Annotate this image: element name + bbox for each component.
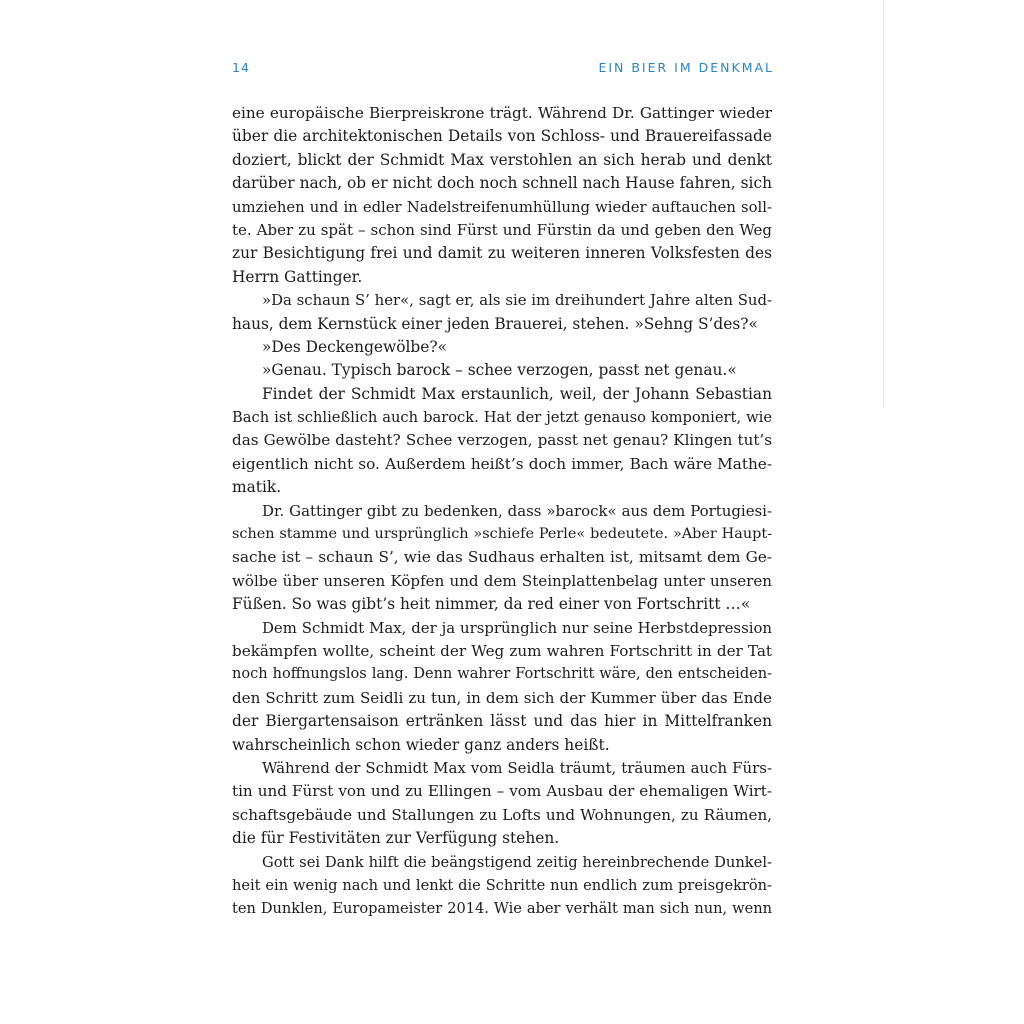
text-line: umziehen und in edler Nadelstreifenumhüllung wieder auftauchen soll- xyxy=(232,198,772,216)
text-line: Füßen. So was gibt’s heit nimmer, da red einer von Fortschritt …« xyxy=(232,595,751,614)
text-line: Herrn Gattinger. xyxy=(232,267,363,286)
text-line: haus, dem Kernstück einer jeden Brauerei, stehen. »Sehng S’des?« xyxy=(232,314,758,333)
text-line: wölbe über unseren Köpfen und dem Steinplattenbelag unter unseren xyxy=(232,571,772,590)
text-line: »Da schaun S’ her«, sagt er, als sie im dreihundert Jahre alten Sud- xyxy=(262,291,772,310)
text-line: darüber nach, ob er nicht doch noch schnell nach Hause fahren, sich xyxy=(232,174,772,193)
text-line: die für Festivitäten zur Verfügung stehen. xyxy=(232,829,560,848)
text-line: sache ist – schaun S’, wie das Sudhaus erhalten ist, mitsamt dem Ge- xyxy=(232,548,772,567)
section-title: EIN BIER IM DENKMAL xyxy=(598,60,774,75)
text-line: über die architektonischen Details von Schloss- und Brauereifassade xyxy=(232,127,772,146)
page-edge-divider xyxy=(883,0,884,408)
text-line: »Des Deckengewölbe?« xyxy=(262,337,448,356)
text-line: Bach ist schließlich auch barock. Hat der jetzt genauso komponiert, wie xyxy=(232,409,772,427)
text-line: schen stamme und ursprünglich »schiefe Perle« bedeutete. »Aber Haupt- xyxy=(232,526,772,543)
page-number: 14 xyxy=(232,60,250,75)
text-line: bekämpfen wollte, scheint der Weg zum wahren Fortschritt in der Tat xyxy=(232,641,772,660)
text-line: Findet der Schmidt Max erstaunlich, weil, der Johann Sebastian xyxy=(262,384,772,403)
text-line: »Genau. Typisch barock – schee verzogen, passt net genau.« xyxy=(262,361,737,380)
text-line: ten Dunklen, Europameister 2014. Wie aber verhält man sich nun, wenn xyxy=(232,900,772,918)
text-line: zur Besichtigung frei und damit zu weiteren inneren Volksfesten des xyxy=(232,244,772,263)
text-line: Dr. Gattinger gibt zu bedenken, dass »barock« aus dem Portugiesi- xyxy=(262,501,772,520)
text-line: den Schritt zum Seidli zu tun, in dem sich der Kummer über das Ende xyxy=(232,688,772,707)
body-text xyxy=(232,102,772,921)
text-line: das Gewölbe dasteht? Schee verzogen, passt net genau? Klingen tut’s xyxy=(232,431,772,450)
text-line: eine europäische Bierpreiskrone trägt. Während Dr. Gattinger wieder xyxy=(232,104,772,122)
text-line: eigentlich nicht so. Außerdem heißt’s doch immer, Bach wäre Mathe- xyxy=(232,454,772,473)
text-line: tin und Fürst von und zu Ellingen – vom Ausbau der ehemaligen Wirt- xyxy=(232,782,772,801)
text-line: Dem Schmidt Max, der ja ursprünglich nur seine Herbstdepression xyxy=(262,618,772,637)
text-line: schaftsgebäude und Stallungen zu Lofts und Wohnungen, zu Räumen, xyxy=(232,805,772,824)
text-line: Während der Schmidt Max vom Seidla träumt, träumen auch Fürs- xyxy=(262,758,772,777)
text-line: doziert, blickt der Schmidt Max verstohlen an sich herab und denkt xyxy=(232,150,772,169)
text-line: te. Aber zu spät – schon sind Fürst und Fürstin da und geben den Weg xyxy=(232,220,772,239)
text-line: matik. xyxy=(232,478,282,497)
text-line: noch hoffnungslos lang. Denn wahrer Fortschritt wäre, den entscheiden- xyxy=(232,666,772,683)
text-line: Gott sei Dank hilft die beängstigend zeitig hereinbrechende Dunkel- xyxy=(262,853,772,871)
text-line: der Biergartensaison ertränken lässt und das hier in Mittelfranken xyxy=(232,712,772,731)
running-header xyxy=(232,60,774,78)
text-line: heit ein wenig nach und lenkt die Schritte nun endlich zum preisgekrön- xyxy=(232,876,772,894)
text-line: wahrscheinlich schon wieder ganz anders heißt. xyxy=(232,735,610,754)
